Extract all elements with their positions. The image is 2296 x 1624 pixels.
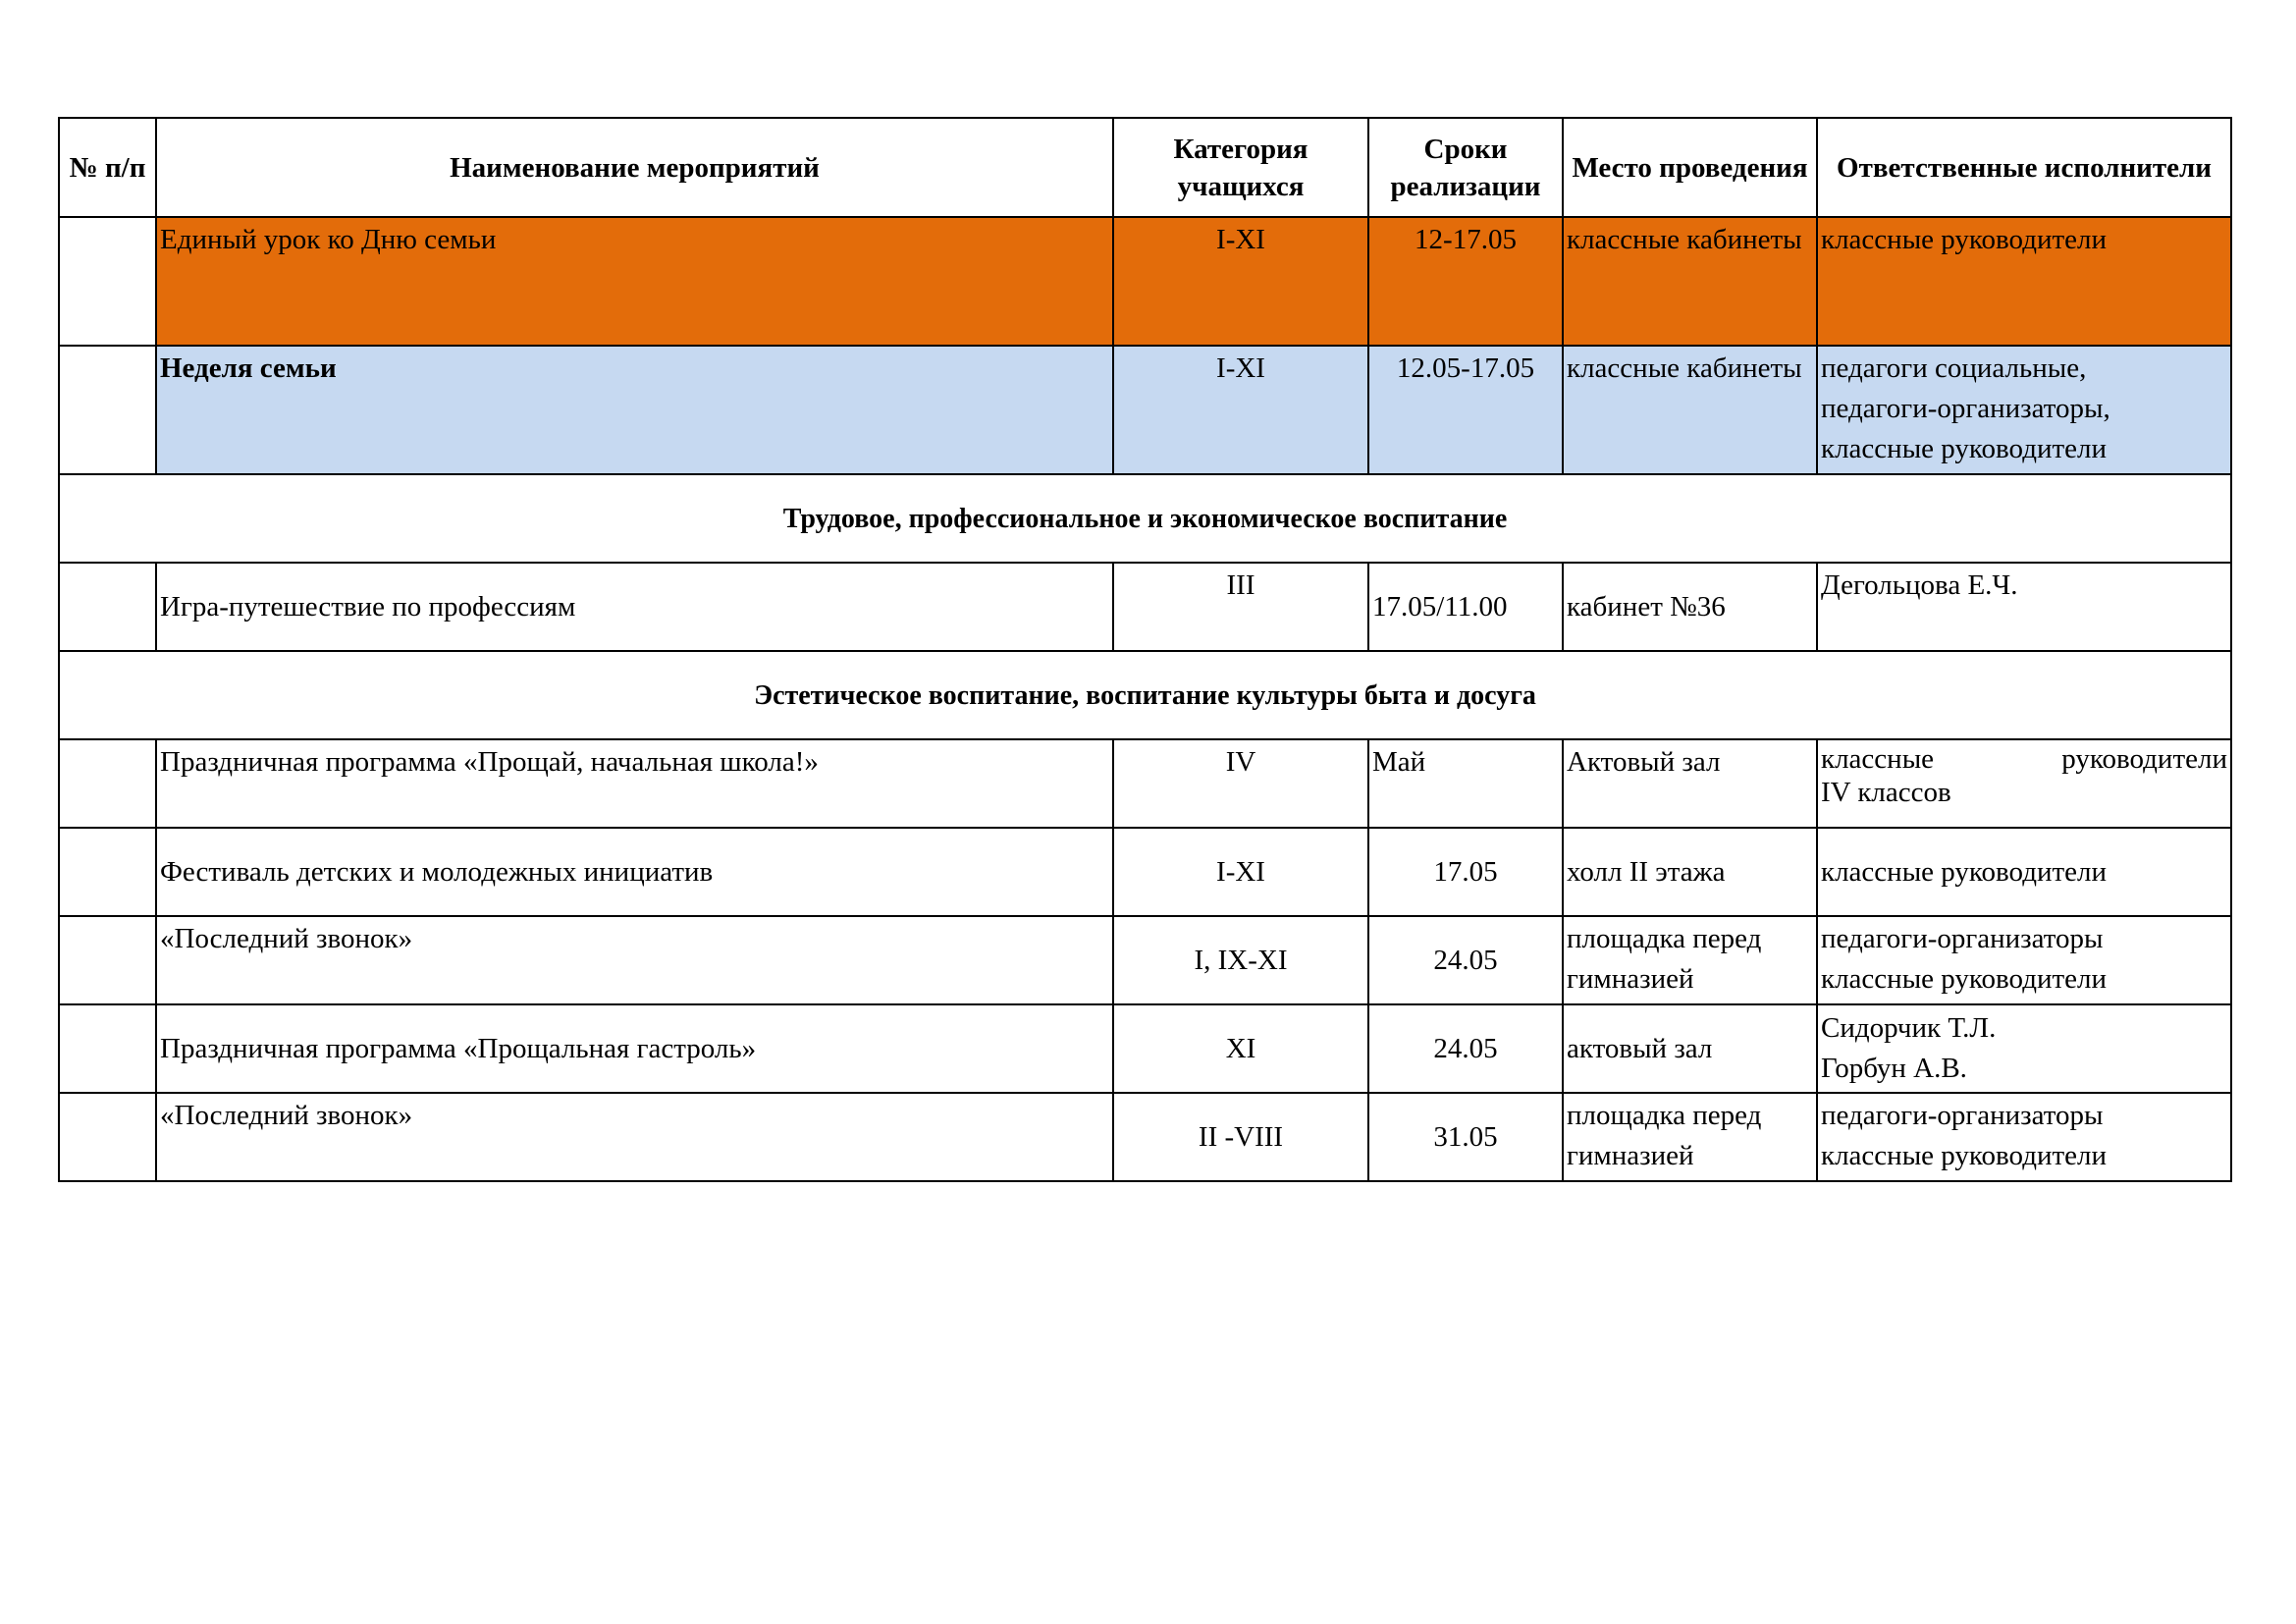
header-category: Категория учащихся [1113, 118, 1368, 217]
row-name-cell: Игра-путешествие по профессиям [156, 563, 1113, 651]
row-responsible-cell [1817, 1004, 2231, 1093]
responsible-line: педагоги-организаторы, [1821, 393, 2110, 424]
row-category-cell: I-XI [1113, 346, 1368, 474]
header-place: Место проведения [1563, 118, 1817, 217]
row-responsible-cell [1817, 1093, 2231, 1181]
row-dates-cell: 17.05/11.00 [1368, 563, 1563, 651]
table-row [59, 563, 2231, 651]
row-num-cell [59, 346, 156, 474]
row-responsible-cell [1817, 739, 2231, 828]
table-header-row [59, 118, 2231, 217]
table-row [59, 1004, 2231, 1093]
row-category-cell: III [1113, 563, 1368, 651]
row-dates-cell: Май [1368, 739, 1563, 828]
table-row [59, 739, 2231, 828]
row-place-cell: классные кабинеты [1563, 217, 1817, 346]
responsible-line: классные руководители [1821, 224, 2108, 255]
row-place-cell: классные кабинеты [1563, 346, 1817, 474]
row-dates-cell: 12.05-17.05 [1368, 346, 1563, 474]
row-dates-cell: 17.05 [1368, 828, 1563, 916]
row-name-cell: «Последний звонок» [156, 916, 1113, 1004]
header-responsible: Ответственные исполнители [1817, 118, 2231, 217]
section-row-labor [59, 474, 2231, 563]
responsible-line: классные руководители [1821, 433, 2108, 464]
section-title: Трудовое, профессиональное и экономическое воспитание [59, 474, 2231, 563]
header-dates: Сроки реализации [1368, 118, 1563, 217]
row-responsible-cell [1817, 563, 2231, 651]
row-responsible-cell [1817, 828, 2231, 916]
header-num: № п/п [59, 118, 156, 217]
row-place-cell: холл II этажа [1563, 828, 1817, 916]
place-line: площадка перед [1567, 1100, 1762, 1131]
row-responsible-cell [1817, 346, 2231, 474]
place-line: гимназией [1567, 1140, 1694, 1171]
row-category-cell: I-XI [1113, 828, 1368, 916]
row-num-cell [59, 1004, 156, 1093]
events-table [58, 117, 2232, 1182]
responsible-line: классные руководители [1821, 963, 2108, 995]
responsible-line: классные руководители [1821, 743, 2227, 775]
row-category-cell: I, IX-XI [1113, 916, 1368, 1004]
responsible-line: IV классов [1821, 777, 1951, 808]
row-num-cell [59, 739, 156, 828]
row-category-cell: I-XI [1113, 217, 1368, 346]
place-line: площадка перед [1567, 923, 1762, 954]
row-place-cell [1563, 1093, 1817, 1181]
row-num-cell [59, 1093, 156, 1181]
row-category-cell: II -VIII [1113, 1093, 1368, 1181]
row-name-cell: Праздничная программа «Прощальная гастроль» [156, 1004, 1113, 1093]
responsible-line: педагоги-организаторы [1821, 1100, 2104, 1131]
table-row-family-lesson [59, 217, 2231, 346]
row-category-cell: XI [1113, 1004, 1368, 1093]
row-num-cell [59, 217, 156, 346]
responsible-line: классные руководители [1821, 1140, 2108, 1171]
row-place-cell: Актовый зал [1563, 739, 1817, 828]
row-dates-cell: 12-17.05 [1368, 217, 1563, 346]
table-row [59, 916, 2231, 1004]
responsible-line: педагоги социальные, [1821, 352, 2087, 384]
responsible-line: Сидорчик Т.Л. [1821, 1012, 1997, 1044]
row-place-cell: кабинет №36 [1563, 563, 1817, 651]
row-place-cell: актовый зал [1563, 1004, 1817, 1093]
place-line: гимназией [1567, 963, 1694, 995]
section-title: Эстетическое воспитание, воспитание культуры быта и досуга [59, 651, 2231, 739]
table-row-family-week [59, 346, 2231, 474]
responsible-line: классные руководители [1821, 855, 2108, 888]
row-responsible-cell [1817, 916, 2231, 1004]
row-category-cell: IV [1113, 739, 1368, 828]
row-num-cell [59, 828, 156, 916]
row-name-cell: «Последний звонок» [156, 1093, 1113, 1181]
header-name: Наименование мероприятий [156, 118, 1113, 217]
responsible-line: педагоги-организаторы [1821, 923, 2104, 954]
responsible-line: Дегольцова Е.Ч. [1821, 569, 2018, 601]
row-name-cell: Праздничная программа «Прощай, начальная школа!» [156, 739, 1113, 828]
row-dates-cell: 24.05 [1368, 916, 1563, 1004]
row-dates-cell: 24.05 [1368, 1004, 1563, 1093]
row-num-cell [59, 563, 156, 651]
row-name-cell: Фестиваль детских и молодежных инициатив [156, 828, 1113, 916]
table-row [59, 828, 2231, 916]
row-dates-cell: 31.05 [1368, 1093, 1563, 1181]
row-responsible-cell [1817, 217, 2231, 346]
section-row-aesthetic [59, 651, 2231, 739]
row-place-cell [1563, 916, 1817, 1004]
row-name-cell: Единый урок ко Дню семьи [156, 217, 1113, 346]
table-row [59, 1093, 2231, 1181]
row-num-cell [59, 916, 156, 1004]
responsible-line: Горбун А.В. [1821, 1053, 1967, 1084]
row-name-cell: Неделя семьи [156, 346, 1113, 474]
